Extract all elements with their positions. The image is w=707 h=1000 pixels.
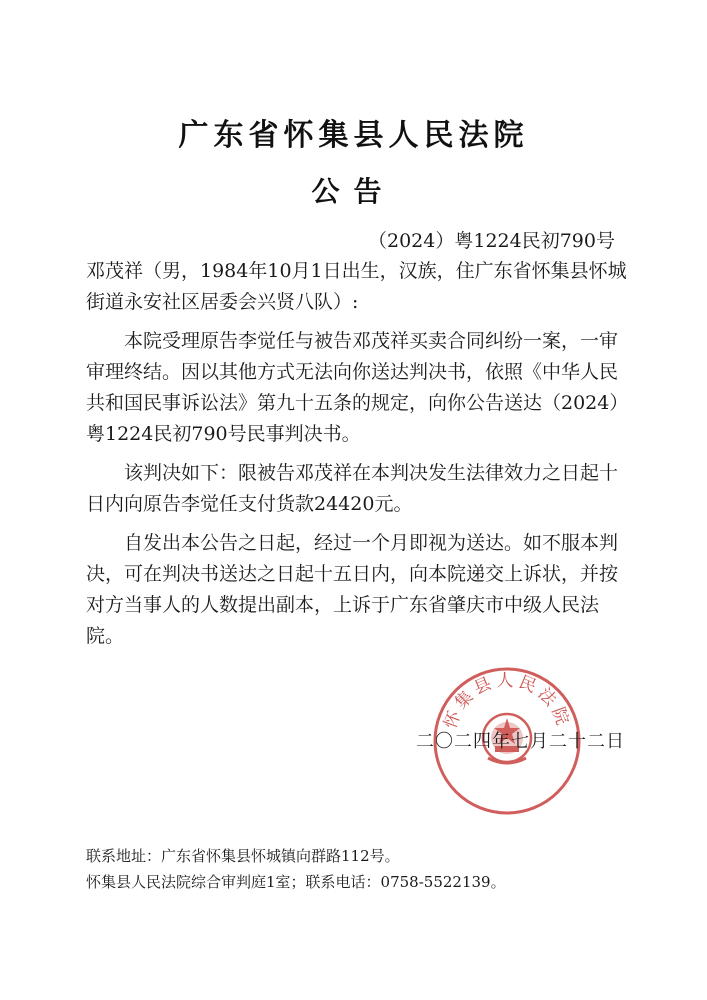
addressee-paragraph: 邓茂祥（男，1984年10月1日出生，汉族，住广东省怀集县怀城街道永安社区居委会兴贤八队）:: [86, 260, 627, 313]
announcement-body: [86, 256, 634, 652]
court-name-title: 广东省怀集县人民法院: [178, 118, 529, 153]
contact-info: [86, 843, 506, 895]
announcement-date: 二〇二四年七月二十二日: [416, 731, 625, 752]
document-type-heading: 公告: [311, 175, 396, 208]
case-paragraph: 本院受理原告李觉任与被告邓茂祥买卖合同纠纷一案，一审审理终结。因以其他方式无法向你送达判决书，依照《中华人民共和国民事诉讼法》第九十五条的规定，向你公告送达（2024）粤1224民初790号民事判决书。: [86, 330, 629, 445]
contact-phone: 怀集县人民法院综合审判庭1室；联系电话：0758-5522139。: [86, 873, 506, 891]
seal-text: 怀集县人民法院: [440, 671, 574, 732]
judgment-paragraph: 该判决如下：限被告邓茂祥在本判决发生法律效力之日起十日内向原告李觉任支付货款24420元。: [86, 462, 619, 515]
appeal-paragraph: 自发出本公告之日起，经过一个月即视为送达。如不服本判决，可在判决书送达之日起十五日内，向本院递交上诉状，并按对方当事人的人数提出副本，上诉于广东省肇庆市中级人民法院。: [86, 532, 619, 647]
case-number: （2024）粤1224民初790号: [368, 230, 615, 252]
contact-address: 联系地址：广东省怀集县怀城镇向群路112号。: [86, 847, 400, 865]
